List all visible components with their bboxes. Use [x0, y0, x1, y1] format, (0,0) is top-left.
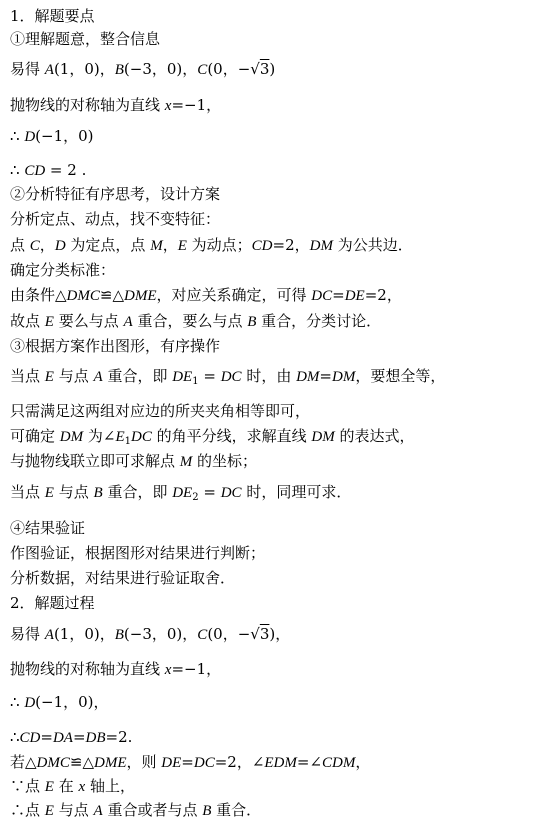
text-line: 抛物线的对称轴为直线 x=−1， [10, 660, 222, 678]
text-line: 可确定 DM 为$\angle E_1DC$ 的角平分线，求解直线 DM 的表达式， [10, 427, 415, 447]
text-line: 当点 E 与点 B 重合，即 $DE_2$ = DC 时，同理可求． [10, 483, 352, 503]
text-line: ∴CD=DA=DB=2. [10, 728, 133, 746]
text-line: ∴ CD = 2 . [10, 161, 87, 179]
text-line: 确定分类标准： [10, 261, 116, 279]
text-line: 由条件△DMC≌△DME，对应关系确定，可得 DC=DE=2， [10, 286, 402, 304]
text-line: 若△DMC≌△DME，则 DE=DC=2，∠EDM=∠CDM， [10, 753, 371, 771]
text-line: 易得 A(1，0)，B(−3，0)，C(0，−√3)， [10, 625, 291, 643]
text-line: 1．解题要点 [10, 7, 95, 25]
text-line: ∴ D(−1，0)， [10, 693, 109, 711]
text-line: 2．解题过程 [10, 594, 95, 612]
text-line: ∴ D(−1，0) [10, 127, 94, 145]
text-line: ②分析特征有序思考，设计方案 [10, 185, 221, 203]
text-line: ∴点 E 与点 A 重合或者与点 B 重合． [10, 801, 262, 819]
text-line: 分析定点、动点，找不变特征： [10, 210, 221, 228]
text-line: 点 C，D 为定点，点 M，E 为动点；CD=2，DM 为公共边． [10, 236, 413, 254]
text-line: 只需满足这两组对应边的所夹夹角相等即可， [10, 402, 311, 420]
text-line: 抛物线的对称轴为直线 x=−1， [10, 96, 222, 114]
text-line: 与抛物线联立即可求解点 M 的坐标； [10, 452, 258, 470]
text-line: 故点 E 要么与点 A 重合，要么与点 B 重合，分类讨论． [10, 312, 382, 330]
text-line: ∵点 E 在 x 轴上， [10, 777, 135, 795]
text-line: 分析数据，对结果进行验证取舍． [10, 569, 236, 587]
text-line: ④结果验证 [10, 519, 86, 537]
text-line: 易得 A(1，0)，B(−3，0)，C(0，−√3) [10, 60, 276, 78]
text-line: ③根据方案作出图形，有序操作 [10, 337, 221, 355]
text-line: 当点 E 与点 A 重合，即 $DE_1$ = DC 时，由 DM=DM，要想全等， [10, 367, 446, 387]
text-line: ①理解题意，整合信息 [10, 30, 161, 48]
text-line: 作图验证，根据图形对结果进行判断； [10, 544, 266, 562]
